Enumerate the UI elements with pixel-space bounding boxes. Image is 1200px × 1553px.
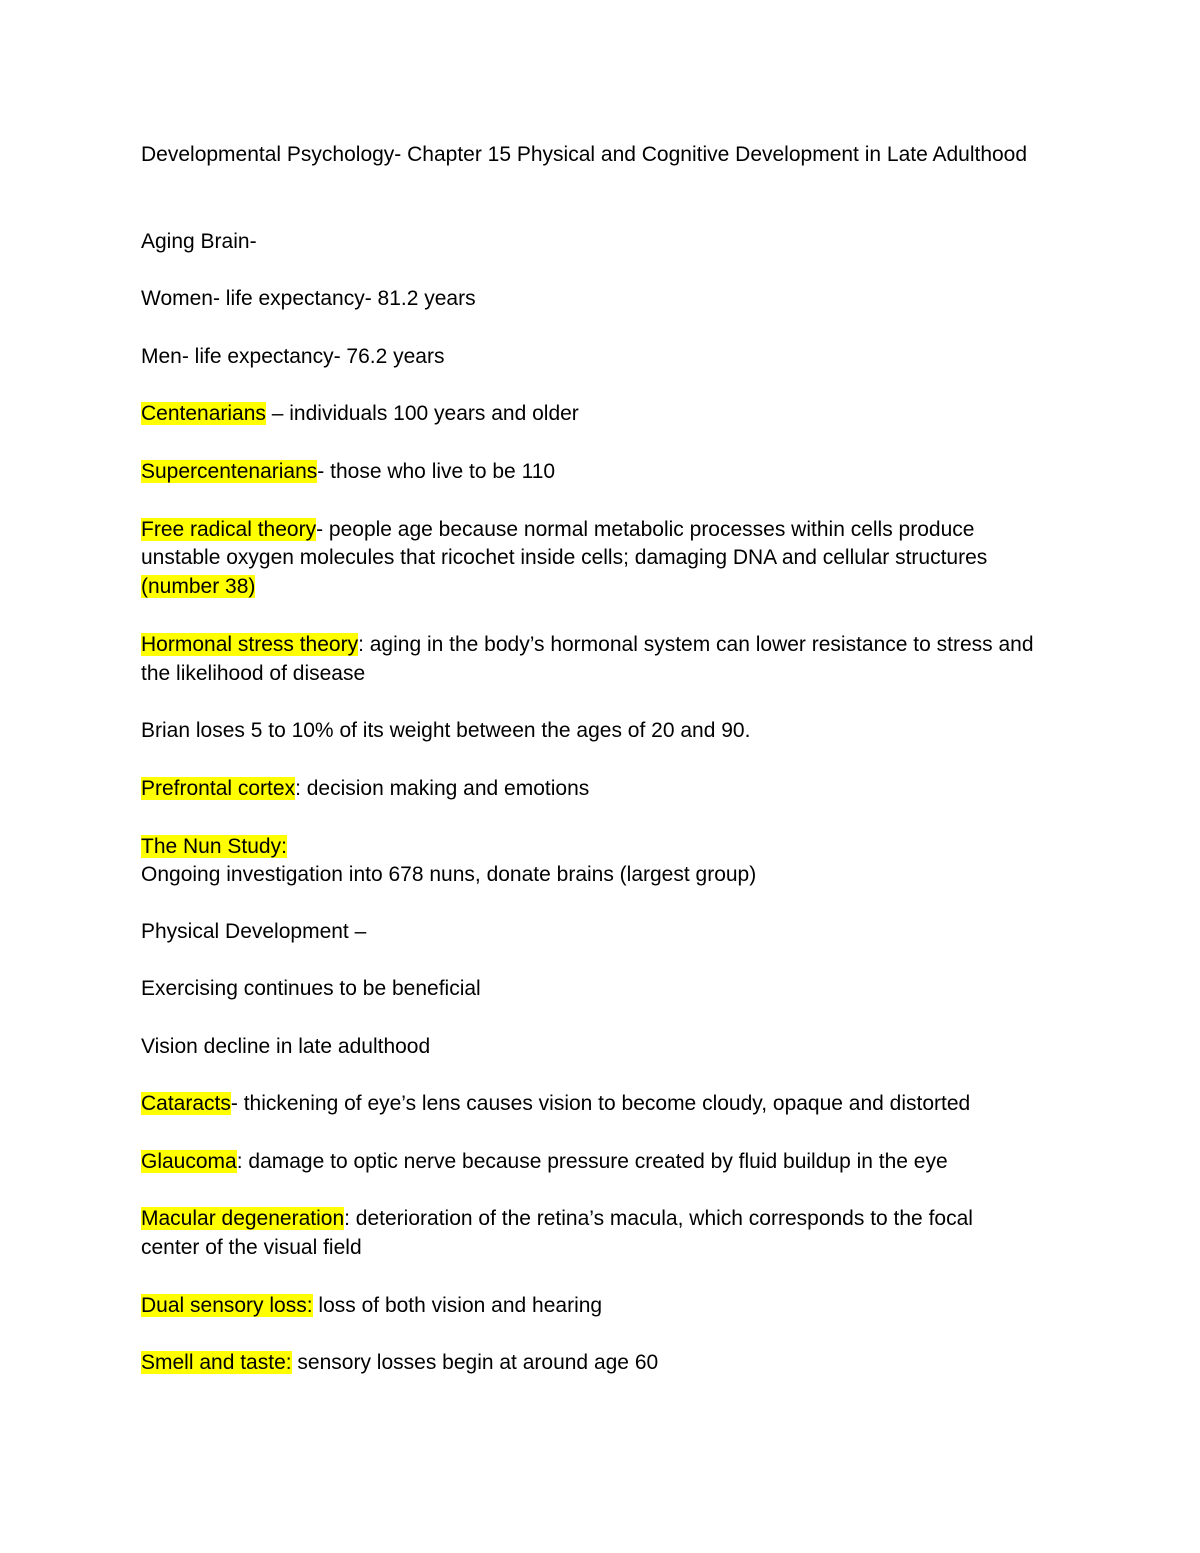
prefrontal-entry <box>141 775 589 804</box>
men-life-expectancy: Men- life expectancy- 76.2 years <box>141 345 445 368</box>
brain-weight-fact: Brian loses 5 to 10% of its weight between the ages of 20 and 90. <box>141 719 751 742</box>
free-radical-definition-line1: - people age because normal metabolic processes within cells produce <box>316 518 975 541</box>
smell-taste-term: Smell and taste: <box>141 1351 292 1374</box>
prefrontal-definition: : decision making and emotions <box>295 777 590 800</box>
section-heading-physical-development: Physical Development – <box>141 920 367 943</box>
glaucoma-definition: : damage to optic nerve because pressure created by fluid buildup in the eye <box>236 1150 948 1173</box>
dual-sensory-term: Dual sensory loss: <box>141 1294 313 1317</box>
hormonal-stress-entry <box>141 631 1034 660</box>
supercentenarians-term: Supercentenarians <box>141 460 318 483</box>
macular-entry <box>141 1205 973 1234</box>
centenarians-definition: – individuals 100 years and older <box>265 402 579 425</box>
hormonal-stress-term: Hormonal stress theory <box>141 633 359 656</box>
dual-sensory-entry <box>141 1292 602 1321</box>
free-radical-term: Free radical theory <box>141 518 317 541</box>
hormonal-stress-definition-line1: : aging in the body’s hormonal system can lower resistance to stress and <box>358 633 1034 656</box>
glaucoma-entry <box>141 1148 948 1177</box>
document-title: Developmental Psychology- Chapter 15 Physical and Cognitive Development in Late Adulthood <box>141 143 1028 166</box>
nun-study-definition: Ongoing investigation into 678 nuns, donate brains (largest group) <box>141 863 757 886</box>
nun-study-heading <box>141 833 287 862</box>
macular-term: Macular degeneration <box>141 1207 345 1230</box>
free-radical-entry <box>141 516 974 545</box>
smell-taste-definition: sensory losses begin at around age 60 <box>291 1351 659 1374</box>
centenarians-term: Centenarians <box>141 402 266 425</box>
exercise-fact: Exercising continues to be beneficial <box>141 977 481 1000</box>
vision-fact: Vision decline in late adulthood <box>141 1035 431 1058</box>
section-heading-aging-brain: Aging Brain- <box>141 230 257 253</box>
glaucoma-term: Glaucoma <box>141 1150 237 1173</box>
women-life-expectancy: Women- life expectancy- 81.2 years <box>141 287 476 310</box>
smell-taste-entry <box>141 1349 658 1378</box>
macular-definition-line1: : deterioration of the retina’s macula, which corresponds to the focal <box>344 1207 973 1230</box>
macular-definition-line2: center of the visual field <box>141 1236 362 1259</box>
cataracts-definition: - thickening of eye’s lens causes vision to become cloudy, opaque and distorted <box>230 1092 971 1115</box>
prefrontal-term: Prefrontal cortex <box>141 777 296 800</box>
supercentenarians-definition: - those who live to be 110 <box>317 460 556 483</box>
free-radical-definition-line2: unstable oxygen molecules that ricochet inside cells; damaging DNA and cellular structures <box>141 546 988 569</box>
cataracts-term: Cataracts <box>141 1092 231 1115</box>
dual-sensory-definition: loss of both vision and hearing <box>312 1294 603 1317</box>
cataracts-entry <box>141 1090 970 1119</box>
centenarians-entry <box>141 400 579 429</box>
hormonal-stress-definition-line2: the likelihood of disease <box>141 662 366 685</box>
supercentenarians-entry <box>141 458 555 487</box>
free-radical-note <box>141 573 255 602</box>
nun-study-term: The Nun Study: <box>141 835 287 858</box>
free-radical-note-text: (number 38) <box>141 575 256 598</box>
